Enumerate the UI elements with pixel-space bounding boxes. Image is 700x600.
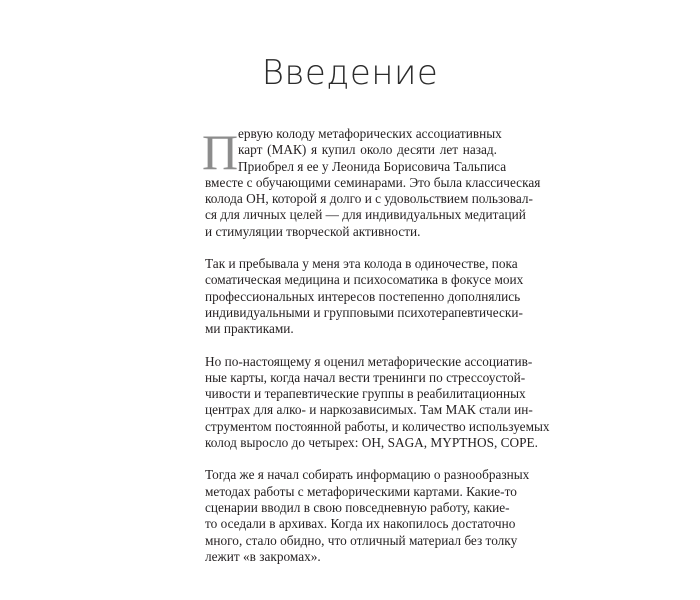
text-line: соматическая медицина и психосоматика в фокусе моих	[205, 272, 524, 288]
text-line: вместе с обучающими семинарами. Это была классическая	[205, 174, 541, 190]
paragraph-2	[205, 256, 524, 337]
text-line: карт (МАК) я купил около десяти лет назад.	[238, 142, 497, 158]
text-line: лежит «в закромах».	[205, 548, 321, 564]
paragraph-1	[202, 124, 541, 240]
text-line: сценарии вводил в свою повседневную работу, какие-	[205, 499, 510, 515]
text-line: Но по-настоящему я оценил метафорические ассоциатив-	[205, 353, 533, 369]
text-line: много, стало обидно, что отличный материал без толку	[205, 532, 518, 548]
text-line: центрах для алко- и наркозависимых. Там МАК стали ин-	[205, 402, 533, 418]
text-line: колод выросло до четырех: OH, SAGA, MYPTHOS, COPE.	[205, 435, 538, 451]
text-line: ные карты, когда начал вести тренинги по стрессоустой-	[205, 369, 526, 385]
text-line: индивидуальными и групповыми психотерапевтически-	[205, 304, 523, 320]
chapter-title: Введение	[261, 53, 439, 93]
text-line: Тогда же я начал собирать информацию о разнообразных	[205, 467, 530, 483]
text-line: колода ОН, которой я долго и с удовольствием пользовал-	[205, 191, 533, 207]
text-line: ми практиками.	[205, 321, 294, 337]
text-line: то оседали в архивах. Когда их накопилось достаточно	[205, 516, 516, 532]
text-line: ся для личных целей — для индивидуальных медитаций	[205, 207, 526, 223]
text-line: струментом постоянной работы, и количество используемых	[205, 418, 550, 434]
text-line: ервую колоду метафорических ассоциативных	[238, 126, 502, 141]
text-line: Так и пребывала у меня эта колода в одиночестве, пока	[205, 256, 518, 272]
chapter-body	[202, 124, 550, 581]
text-line: и стимуляции творческой активности.	[205, 223, 421, 239]
text-line: профессиональных интересов постепенно дополнялись	[205, 288, 521, 304]
text-line: чивости и терапевтические группы в реабилитационных	[205, 386, 526, 402]
paragraph-3	[205, 353, 550, 452]
text-line: Приобрел я ее у Леонида Борисовича Тальписа	[238, 158, 507, 174]
drop-cap: П	[202, 124, 239, 180]
paragraph-4	[205, 467, 530, 565]
text-line: методах работы с метафорическими картами. Какие-то	[205, 483, 517, 499]
